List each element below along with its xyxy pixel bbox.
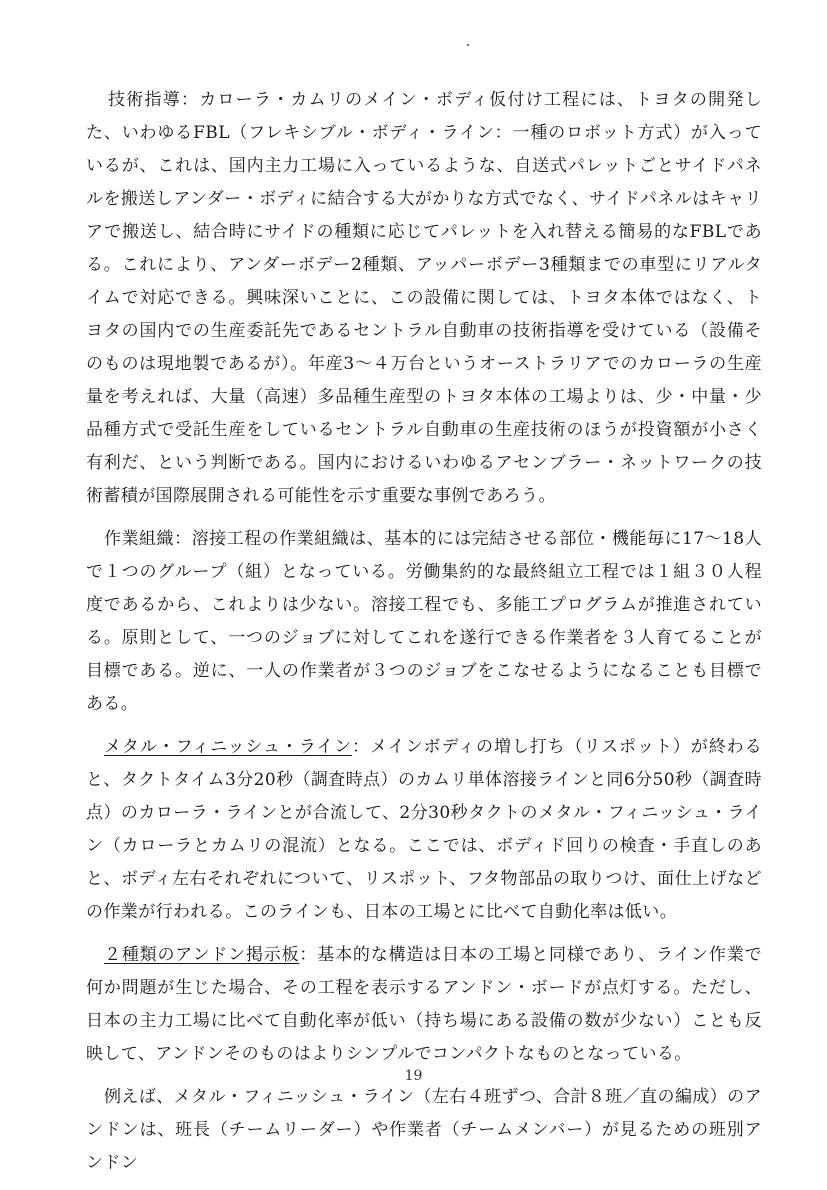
paragraph-metal-finish-line: [86, 731, 762, 929]
page-number: 19: [404, 1068, 423, 1084]
paragraph-andon-boards: [86, 939, 762, 1071]
paragraph-work-organization: [86, 523, 762, 721]
text-andon-boards: ：基本的な構造は日本の工場と同様であり、ライン作業で何か問題が生じた場合、その工程を表示するアンドン・ボードが点灯する。ただし、日本の主力工場に比べて自動化率が低い（持ち場にある設備の数が少ない）ことも反映して、アンドンそのものはよりシンプルでコンパクトなものとなっている。: [86, 945, 762, 1064]
heading-andon-boards: ２種類のアンドン掲示板: [104, 945, 300, 965]
paragraph-example: [86, 1081, 762, 1180]
document-body: [86, 84, 762, 1190]
text-metal-finish-line: ：メインボディの増し打ち（リスポット）が終わると、タクトタイム3分20秒（調査時点）のカムリ単体溶接ラインと同6分50秒（調査時点）のカローラ・ラインとが合流して、2分30秒タクトのメタル・フィニッシュ・ライン（カローラとカムリの混流）となる。ここでは、ボディド回りの検査・手直しのあと、ボディ左右それぞれについて、リスポット、フタ物部品の取りつけ、面仕上げなどの作業が行われる。このラインも、日本の工場とに比べて自動化率は低い。: [86, 737, 762, 922]
heading-metal-finish-line: メタル・フィニッシュ・ライン: [104, 737, 353, 757]
text-work-organization: ：溶接工程の作業組織は、基本的には完結させる部位・機能毎に17～18人で１つのグループ（組）となっている。労働集約的な最終組立工程では１組３０人程度であるから、これよりは少ない。溶接工程でも、多能工プログラムが推進されている。原則として、一つのジョブに対してこれを遂行できる作業者を３人育てることが目標である。逆に、一人の作業者が３つのジョブをこなせるようになることも目標である。: [86, 529, 762, 714]
heading-work-organization: 作業組織: [104, 529, 175, 549]
heading-technical-guidance: 技術指導: [108, 90, 181, 110]
paragraph-technical-guidance: [86, 84, 762, 513]
text-example: 例えば、メタル・フィニッシュ・ライン（左右４班ずつ、合計８班／直の編成）のアンドンは、班長（チームリーダー）や作業者（チームメンバー）が見るための班別アンドン: [86, 1087, 762, 1173]
text-technical-guidance: ：カローラ・カムリのメイン・ボディ仮付け工程には、トヨタの開発した、いわゆるFBL（フレキシブル・ボディ・ライン：一種のロボット方式）が入っているが、これは、国内主力工場に入っているような、自送式パレットごとサイドパネルを搬送しアンダー・ボディに結合する大がかりな方式でなく、サイドパネルはキャリアで搬送し、結合時にサイドの種類に応じてパレットを入れ替える簡易的なFBLである。これにより、アンダーボデー2種類、アッパーボデー3種類までの車型にリアルタイムで対応できる。興味深いことに、この設備に関しては、トヨタ本体ではなく、トヨタの国内での生産委託先であるセントラル自動車の技術指導を受けている（設備そのものは現地製であるが）。年産3～４万台というオーストラリアでのカローラの生産量を考えれば、大量（高速）多品種生産型のトヨタ本体の工場よりは、少・中量・少品種方式で受託生産をしているセントラル自動車の生産技術のほうが投資額が小さく有利だ、という判断である。国内におけるいわゆるアセンブラー・ネットワークの技術蓄積が国際展開される可能性を示す重要な事例であろう。: [86, 90, 762, 506]
scan-speck: [467, 44, 469, 46]
